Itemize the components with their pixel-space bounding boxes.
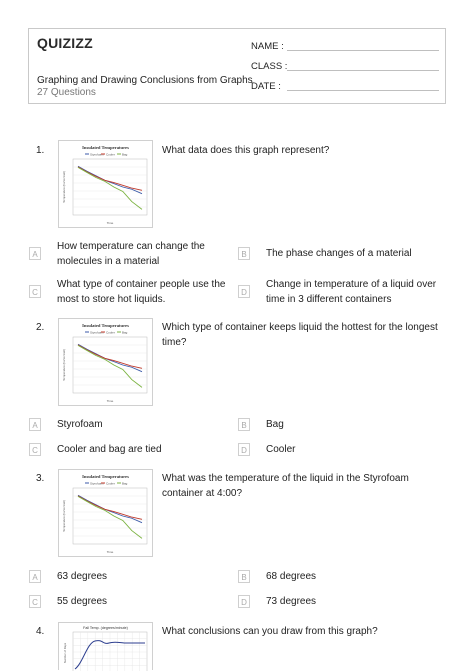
date-label: DATE : bbox=[251, 81, 281, 92]
question-text: What was the temperature of the liquid in the Styrofoam container at 4:00? bbox=[162, 473, 409, 499]
temperature-graph bbox=[58, 140, 153, 228]
option-b-box[interactable]: B bbox=[238, 418, 250, 431]
plot-area bbox=[73, 488, 147, 544]
class-label: CLASS : bbox=[251, 61, 288, 72]
question-text: Which type of container keeps liquid the hottest for the longest time? bbox=[162, 322, 438, 348]
y-axis-label: Number of Days bbox=[63, 642, 67, 664]
date-line bbox=[287, 90, 439, 91]
legend-label: Bag bbox=[122, 152, 128, 157]
temperature-graph bbox=[58, 318, 153, 406]
option-d-text[interactable]: Cooler bbox=[266, 444, 296, 455]
option-c-box[interactable]: C bbox=[29, 443, 41, 456]
x-axis-label: Time bbox=[106, 221, 114, 225]
option-c-text[interactable]: 55 degrees bbox=[57, 596, 108, 607]
series-line bbox=[78, 495, 142, 522]
series-line bbox=[78, 166, 142, 193]
option-c-text[interactable]: What type of container people use the most to store hot liquids. bbox=[57, 279, 226, 305]
temperature-graph bbox=[58, 469, 153, 557]
y-axis-label: Temperature (Fahrenheit) bbox=[62, 500, 66, 532]
y-axis-label: Temperature (Fahrenheit) bbox=[62, 171, 66, 203]
option-a-text[interactable]: Styrofoam bbox=[57, 419, 103, 430]
option-c-text[interactable]: Cooler and bag are tied bbox=[57, 444, 162, 455]
option-b-text[interactable]: 68 degrees bbox=[266, 571, 317, 582]
quizizz-logo: QUIZIZZ bbox=[37, 35, 93, 51]
option-d-box[interactable]: D bbox=[238, 285, 250, 298]
legend-label: Styrofoam bbox=[90, 330, 104, 335]
option-d-box[interactable]: D bbox=[238, 443, 250, 456]
name-label: NAME : bbox=[251, 41, 284, 52]
series-line bbox=[78, 345, 142, 369]
date-field[interactable] bbox=[251, 81, 439, 92]
legend-label: Styrofoam bbox=[90, 152, 104, 157]
option-a-box[interactable]: A bbox=[29, 247, 41, 260]
question-number: 3. bbox=[36, 473, 45, 484]
y-axis-label: Temperature (Fahrenheit) bbox=[62, 349, 66, 381]
option-b-box[interactable]: B bbox=[238, 570, 250, 583]
graph-title: Insulated Temperatures bbox=[82, 474, 129, 479]
option-d-text[interactable]: Change in temperature of a liquid over time in 3 different containers bbox=[266, 279, 437, 305]
graph-title: Fall Temp. (degrees/minute) bbox=[83, 626, 128, 630]
class-field[interactable] bbox=[251, 61, 439, 72]
x-axis-label: Time bbox=[106, 399, 114, 403]
plot-area bbox=[73, 159, 147, 215]
option-b-box[interactable]: B bbox=[238, 247, 250, 260]
option-a-text[interactable]: 63 degrees bbox=[57, 571, 108, 582]
worksheet-title: Graphing and Drawing Conclusions from Graphs bbox=[37, 75, 253, 86]
series-line bbox=[78, 344, 142, 371]
option-d-text[interactable]: 73 degrees bbox=[266, 596, 317, 607]
x-axis-label: Time bbox=[106, 550, 114, 554]
cooling-graph bbox=[58, 622, 153, 670]
option-b-text[interactable]: Bag bbox=[266, 419, 284, 430]
option-a-box[interactable]: A bbox=[29, 570, 41, 583]
class-line bbox=[287, 70, 439, 71]
option-a-box[interactable]: A bbox=[29, 418, 41, 431]
name-field[interactable] bbox=[251, 41, 439, 52]
question-number: 4. bbox=[36, 626, 45, 637]
legend-label: Styrofoam bbox=[90, 481, 104, 486]
question-number: 2. bbox=[36, 322, 45, 333]
graph-title: Insulated Temperatures bbox=[82, 145, 129, 150]
legend-label: Cooler bbox=[106, 481, 115, 486]
legend-label: Cooler bbox=[106, 330, 115, 335]
series-line bbox=[78, 167, 142, 191]
option-a-text[interactable]: How temperature can change the molecules in a material bbox=[57, 241, 205, 267]
question-text: What data does this graph represent? bbox=[162, 145, 330, 156]
legend-label: Bag bbox=[122, 481, 128, 486]
name-line bbox=[287, 50, 439, 51]
option-c-box[interactable]: C bbox=[29, 285, 41, 298]
legend-label: Cooler bbox=[106, 152, 115, 157]
series-line bbox=[78, 496, 142, 520]
plot-area bbox=[73, 337, 147, 393]
option-c-box[interactable]: C bbox=[29, 595, 41, 608]
option-b-text[interactable]: The phase changes of a material bbox=[266, 248, 412, 259]
question-count: 27 Questions bbox=[37, 87, 96, 98]
question-number: 1. bbox=[36, 145, 45, 156]
worksheet-header bbox=[28, 28, 446, 104]
legend-label: Bag bbox=[122, 330, 128, 335]
graph-title: Insulated Temperatures bbox=[82, 323, 129, 328]
question-text: What conclusions can you draw from this graph? bbox=[162, 626, 378, 637]
option-d-box[interactable]: D bbox=[238, 595, 250, 608]
